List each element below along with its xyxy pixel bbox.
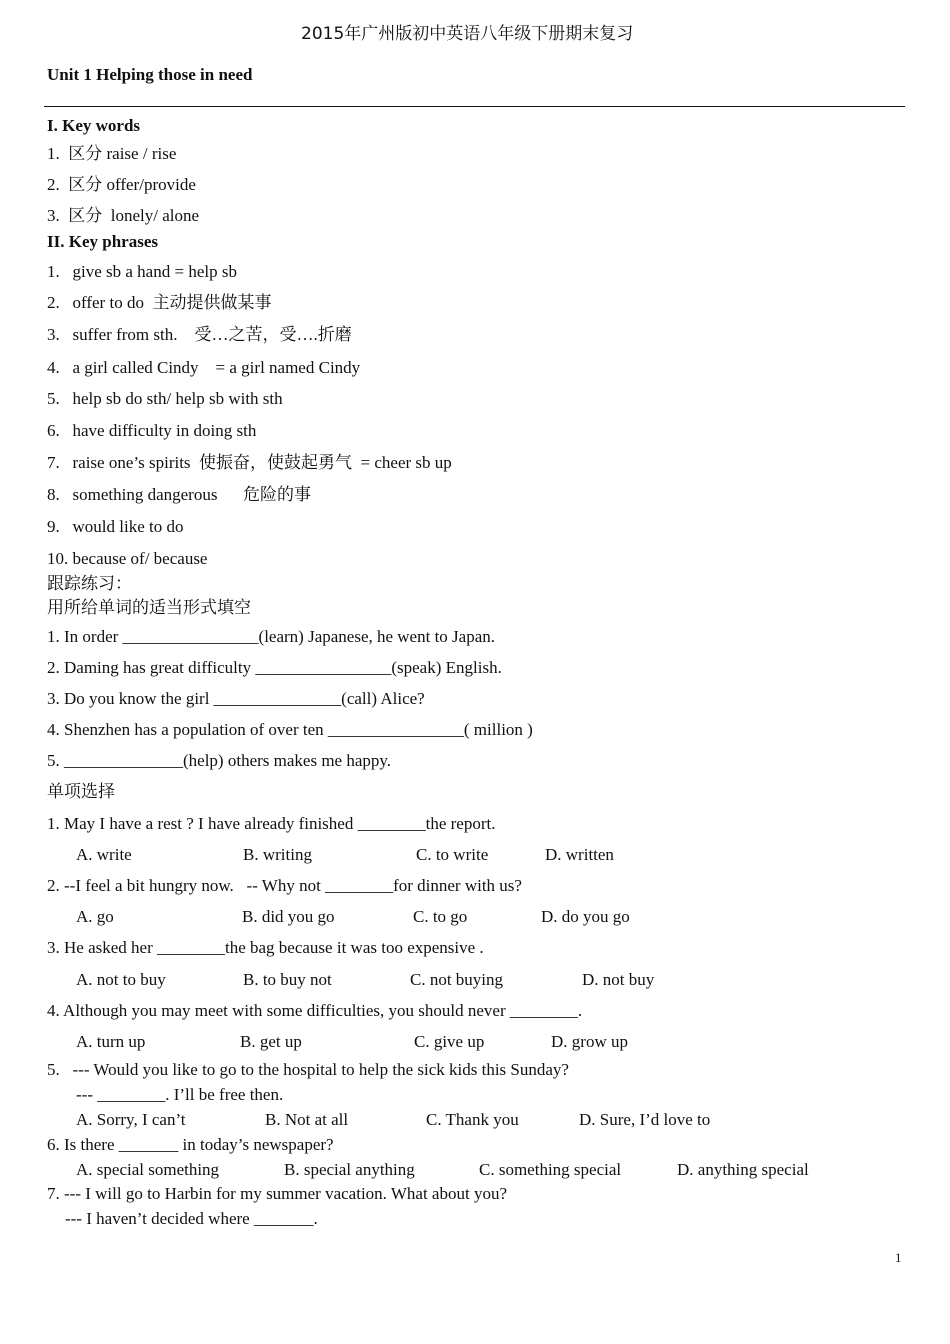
key-phrase-item: 6. have difficulty in doing sth xyxy=(47,421,257,440)
header-rule xyxy=(44,106,905,107)
question-stem: 5. --- Would you like to go to the hospital to help the sick kids this Sunday? xyxy=(47,1060,569,1079)
answer-option: D. not buy xyxy=(582,970,655,989)
answer-option: B. get up xyxy=(240,1032,302,1051)
answer-option: D. anything special xyxy=(677,1160,809,1179)
answer-option: B. to buy not xyxy=(243,970,332,989)
question-stem-reply: --- ________. I’ll be free then. xyxy=(76,1085,284,1104)
question-stem: 7. --- I will go to Harbin for my summer vacation. What about you? xyxy=(47,1184,507,1203)
answer-option: C. not buying xyxy=(410,970,504,989)
answer-option: A. go xyxy=(76,907,114,926)
question-stem-reply: --- I haven’t decided where _______. xyxy=(65,1209,318,1228)
question-stem: 2. --I feel a bit hungry now. -- Why not ________for dinner with us? xyxy=(47,876,522,895)
answer-option: B. writing xyxy=(243,845,312,864)
key-phrase-item: 8. something dangerous 危险的事 xyxy=(47,485,311,504)
answer-option: D. written xyxy=(545,845,614,864)
fill-in-item: 1. In order ________________(learn) Japanese, he went to Japan. xyxy=(47,627,496,646)
key-phrase-item: 7. raise one’s spirits 使振奋，使鼓起勇气 = cheer sb up xyxy=(47,453,452,472)
fill-in-item: 2. Daming has great difficulty ________________(speak) English. xyxy=(47,658,502,677)
key-phrases-heading: II. Key phrases xyxy=(47,232,158,251)
answer-option: D. do you go xyxy=(541,907,630,926)
question-stem: 4. Although you may meet with some difficulties, you should never ________. xyxy=(47,1001,583,1020)
answer-option: A. write xyxy=(76,845,132,864)
key-phrase-item: 2. offer to do 主动提供做某事 xyxy=(47,293,272,312)
question-stem: 1. May I have a rest ? I have already finished ________the report. xyxy=(47,814,496,833)
answer-option: A. turn up xyxy=(76,1032,146,1051)
key-word-item: 1. 区分 raise / rise xyxy=(47,144,177,163)
answer-option: C. give up xyxy=(414,1032,485,1051)
question-stem: 3. He asked her ________the bag because it was too expensive . xyxy=(47,938,484,957)
fill-in-item: 4. Shenzhen has a population of over ten ________________( million ) xyxy=(47,720,533,739)
answer-option: A. special something xyxy=(76,1160,220,1179)
answer-option: B. did you go xyxy=(242,907,335,926)
answer-option: A. not to buy xyxy=(76,970,166,989)
fill-in-item: 5. ______________(help) others makes me happy. xyxy=(47,751,392,770)
answer-option: D. Sure, I’d love to xyxy=(579,1110,711,1129)
answer-option: C. Thank you xyxy=(426,1110,519,1129)
answer-option: B. Not at all xyxy=(265,1110,349,1129)
key-phrase-item: 4. a girl called Cindy = a girl named Cindy xyxy=(47,358,361,377)
question-stem: 6. Is there _______ in today’s newspaper? xyxy=(47,1135,334,1154)
key-phrase-item: 10. because of/ because xyxy=(47,549,208,568)
fill-in-heading: 用所给单词的适当形式填空 xyxy=(47,598,251,617)
page-title: 2015年广州版初中英语八年级下册期末复习 xyxy=(301,24,634,44)
answer-option: C. to write xyxy=(416,845,489,864)
answer-option: C. something special xyxy=(479,1160,622,1179)
key-phrase-item: 9. would like to do xyxy=(47,517,184,536)
key-phrase-item: 1. give sb a hand = help sb xyxy=(47,262,237,281)
key-phrase-item: 3. suffer from sth. 受…之苦，受….折磨 xyxy=(47,325,352,344)
unit-heading: Unit 1 Helping those in need xyxy=(47,65,253,84)
key-word-item: 3. 区分 lonely/ alone xyxy=(47,206,200,225)
key-word-item: 2. 区分 offer/provide xyxy=(47,175,196,194)
answer-option: B. special anything xyxy=(284,1160,415,1179)
answer-option: C. to go xyxy=(413,907,468,926)
page-number: 1 xyxy=(895,1250,902,1265)
key-phrase-item: 5. help sb do sth/ help sb with sth xyxy=(47,389,283,408)
key-words-heading: I. Key words xyxy=(47,116,141,135)
multiple-choice-heading: 单项选择 xyxy=(47,782,115,801)
fill-in-item: 3. Do you know the girl _______________(call) Alice? xyxy=(47,689,425,708)
answer-option: A. Sorry, I can’t xyxy=(76,1110,186,1129)
answer-option: D. grow up xyxy=(551,1032,628,1051)
practice-heading: 跟踪练习： xyxy=(47,574,132,593)
